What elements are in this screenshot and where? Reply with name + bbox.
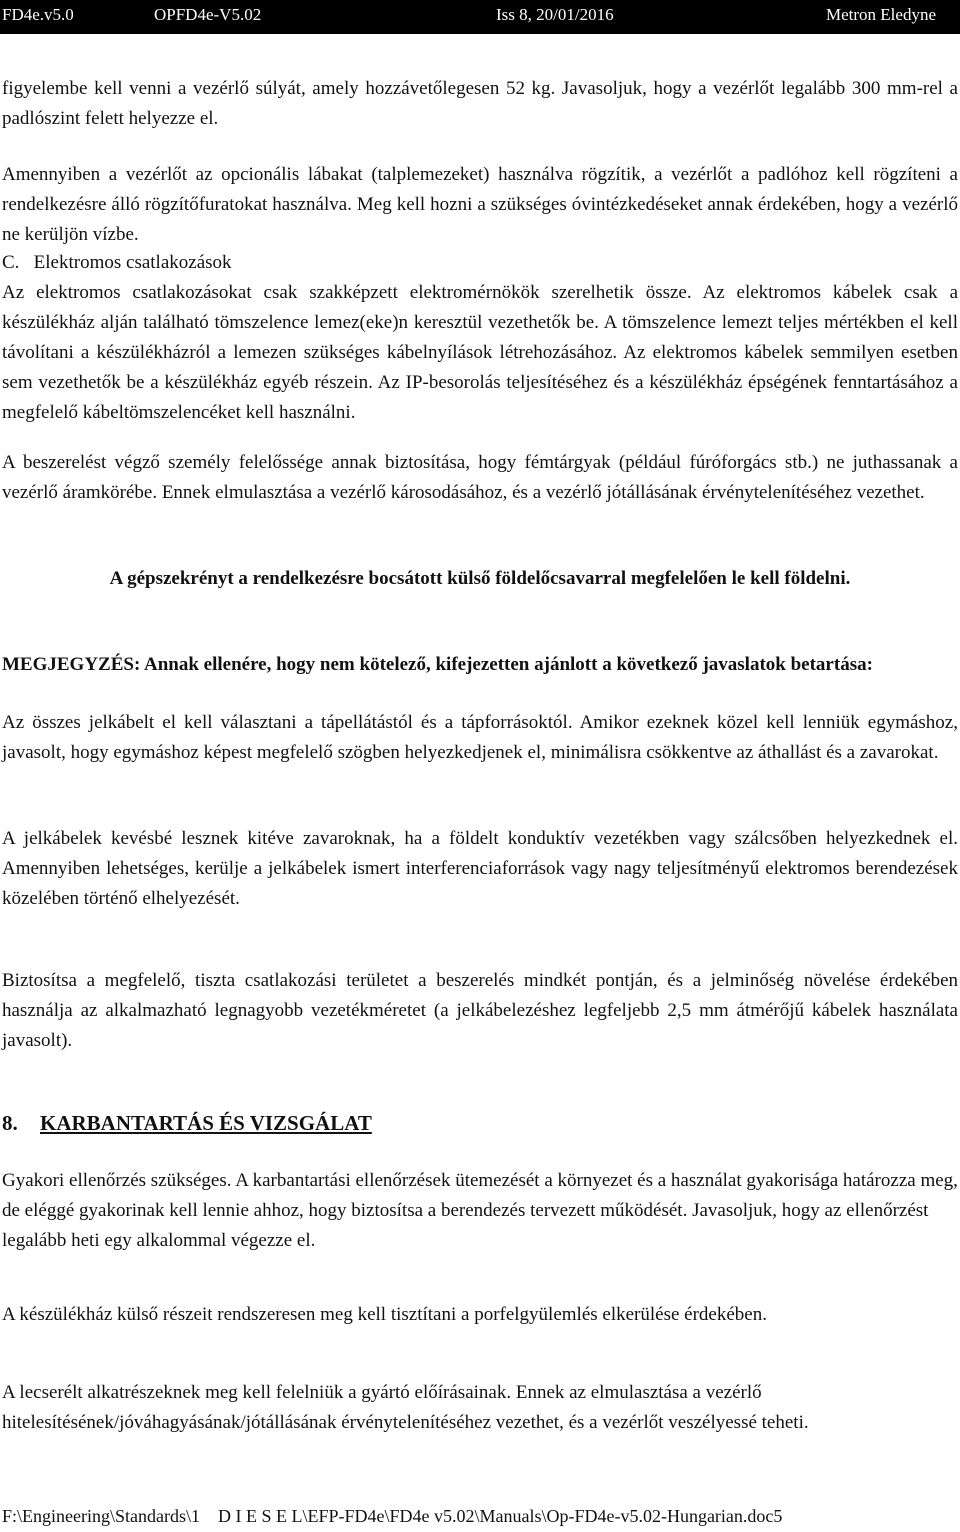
header-doc-code: FD4e.v5.0 (2, 5, 74, 24)
grounding-warning: A gépszekrényt a rendelkezésre bocsátott külső földelőcsavarral megfelelően le kell földelni. (109, 568, 851, 589)
paragraph-weight: figyelembe kell venni a vezérlő súlyát, amely hozzávetőlegesen 52 kg. Javasoljuk, hogy a vezérlőt legalább 300 mm-rel a padlószint felett helyezze el. (2, 78, 958, 129)
paragraph-installer-responsibility: A beszerelést végző személy felelőssége annak biztosítása, hogy fémtárgyak (például fúróforgács stb.) ne juthassanak a vezérlő áramkörébe. Ennek elmulasztása a vezérlő károsodásához, és a vezérlő jótállásának érvénytelenítéséhez vezethet. (2, 452, 958, 503)
page-footer (2, 1504, 958, 1528)
page-header (0, 0, 960, 34)
paragraph-inspection: Gyakori ellenőrzés szükséges. A karbantartási ellenőrzések ütemezését a környezet és a használat gyakorisága határozza meg, de eléggé gyakorinak kell lennie ahhoz, hogy biztosítsa a berendezés tervezett működését. Javasoljuk, hogy az ellenőrzést legalább heti egy alkalommal végezze el. (2, 1170, 958, 1251)
paragraph-cleaning: A készülékház külső részeit rendszeresen meg kell tisztítani a porfelgyülemlés elkerülése érdekében. (2, 1304, 767, 1325)
section-8-number: 8. (2, 1111, 18, 1135)
paragraph-replacement-parts: A lecserélt alkatrészeknek meg kell felelniük a gyártó előírásainak. Ennek az elmulasztása a vezérlő hitelesítésének/jóváhagyásának/jótállásának érvénytelenítéséhez vezethet, és a vezérlőt veszélyessé teheti. (2, 1382, 809, 1433)
paragraph-signal-cables: Az összes jelkábelt el kell választani a tápellátástól és a tápforrásoktól. Amikor ezeknek közel kell lenniük egymáshoz, javasolt, hogy egymáshoz képest megfelelő szögben helyezkedjenek el, minimálisra csökkentve az áthallást és a zavarokat. (2, 712, 958, 763)
paragraph-interference: A jelkábelek kevésbé lesznek kitéve zavaroknak, ha a földelt konduktív vezetékben vagy szálcsőben helyezkednek el. Amennyiben lehetséges, kerülje a jelkábelek ismert interferenciaforrások vagy nagy teljesítményű elektromos berendezések közelében történő elhelyezését. (2, 828, 958, 909)
footer-page-number: 5 (773, 1506, 783, 1526)
header-issue: Iss 8, 20/01/2016 (496, 5, 614, 24)
section-c-heading: C. Elektromos csatlakozások (2, 252, 232, 273)
note-heading: MEGJEGYZÉS: Annak ellenére, hogy nem kötelező, kifejezetten ajánlott a következő javaslatok betartása: (2, 654, 873, 675)
header-doc-ref: OPFD4e-V5.02 (154, 5, 262, 24)
footer-file-path: F:\Engineering\Standards\1 D I E S E L\EFP-FD4e\FD4e v5.02\Manuals\Op-FD4e-v5.02-Hungarian.doc (2, 1506, 774, 1526)
paragraph-connection-area: Biztosítsa a megfelelő, tiszta csatlakozási területet a beszerelés mindkét pontján, és a jelminőség növelése érdekében használja az alkalmazható legnagyobb vezetékméretet (a jelkábelezéshez legfeljebb 2,5 mm átmérőjű kábelek használata javasolt). (2, 970, 958, 1051)
section-8-heading (2, 1108, 372, 1138)
paragraph-electrical: Az elektromos csatlakozásokat csak szakképzett elektromérnökök szerelhetik össze. Az elektromos kábelek csak a készülékház alján található tömszelence lemez(eke)n keresztül vezethetők be. A tömszelence lemezt teljes mértékben el kell távolítani a készülékházról a lemezen szükséges kábelnyílások létrehozásához. Az elektromos kábelek semmilyen esetben sem vezethetők be a készülékház egyéb részein. Az IP-besorolás teljesítéséhez és a készülékház épségének fenntartásához a megfelelő kábeltömszelencéket kell használni. (2, 282, 958, 423)
section-8-title: KARBANTARTÁS ÉS VIZSGÁLAT (40, 1111, 372, 1135)
header-company: Metron Eledyne (826, 5, 936, 24)
paragraph-mounting: Amennyiben a vezérlőt az opcionális lábakat (talplemezeket) használva rögzítik, a vezérlőt a padlóhoz kell rögzíteni a rendelkezésre álló rögzítőfuratokat használva. Meg kell hozni a szükséges óvintézkedéseket annak érdekében, hogy a vezérlő ne kerüljön vízbe. (2, 164, 958, 245)
